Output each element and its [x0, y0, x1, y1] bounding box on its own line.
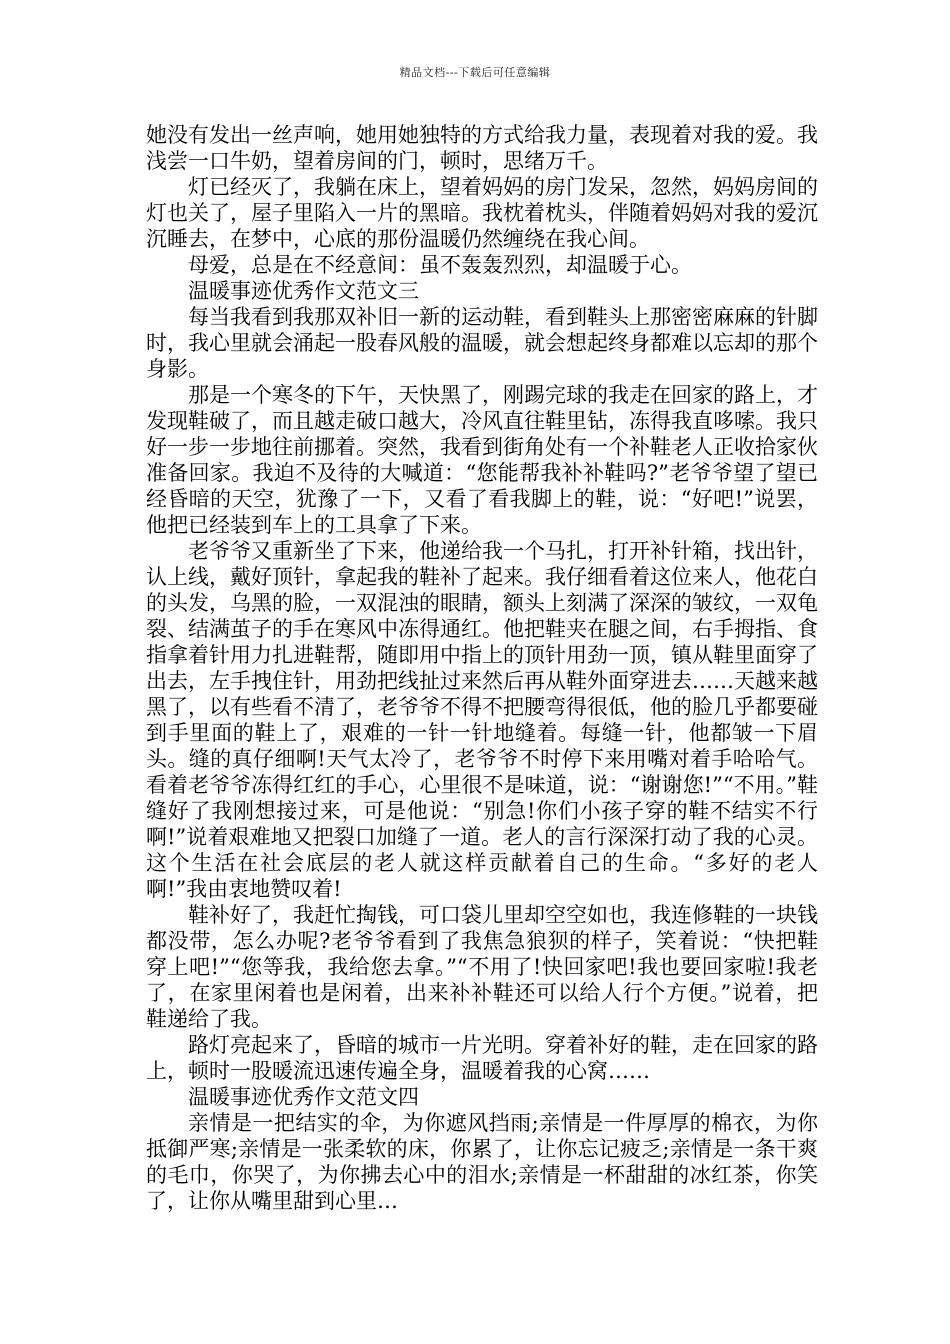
paragraph-6: 老爷爷又重新坐了下来，他递给我一个马扎，打开补针箱，找出针，认上线，戴好顶针，拿起我的鞋补了起来。我仔细看着这位来人，他花白的头发，乌黑的脸，一双混浊的眼睛，额头上刻满了深深的皱纹，一双龟裂、结满茧子的手在寒风中冻得通红。他把鞋夹在腿之间，右手拇指、食指拿着针用力扎进鞋帮，随即用中指上的顶针用劲一顶，镇从鞋里面穿了出去，左手拽住针，用劲把线扯过来然后再从鞋外面穿进去……天越来越黑了，以有些看不清了，老爷爷不得不把腰弯得很低，他的脸几乎都要碰到手里面的鞋上了，艰难的一针一针地缝着。每缝一针，他都皱一下眉头。缝的真仔细啊!天气太冷了，老爷爷不时停下来用嘴对着手哈哈气。看着老爷爷冻得红红的手心，心里很不是味道，说：“谢谢您!”“不用。”鞋缝好了我刚想接过来，可是他说：“别急!你们小孩子穿的鞋不结实不行啊!”说着艰难地又把裂口加缝了一道。老人的言行深深打动了我的心灵。这个生活在社会底层的老人就这样贡献着自己的生命。“多好的老人啊!”我由衷地赞叹着! — [146, 539, 818, 901]
paragraph-3: 母爱，总是在不经意间：虽不轰轰烈烈，却温暖于心。 — [188, 253, 692, 277]
paragraph-2: 灯已经灭了，我躺在床上，望着妈妈的房门发呆，忽然，妈妈房间的灯也关了，屋子里陷入一片的黑暗。我枕着枕头，伴随着妈妈对我的爱沉沉睡去，在梦中，心底的那份温暖仍然缠绕在我心间。 — [146, 175, 818, 251]
section-heading-3: 温暖事迹优秀作文范文三 — [188, 279, 419, 303]
page-header: 精品文档---下载后可任意编辑 — [399, 66, 551, 79]
paragraph-5: 那是一个寒冬的下午，天快黑了，刚踢完球的我走在回家的路上，才发现鞋破了，而且越走破口越大，冷风直往鞋里钻，冻得我直哆嗦。我只好一步一步地往前挪着。突然，我看到街角处有一个补鞋老人正收拾家伙准备回家。我迫不及待的大喊道：“您能帮我补补鞋吗?”老爷爷望了望已经昏暗的天空，犹豫了一下，又看了看我脚上的鞋，说：“好吧!”说罢，他把已经装到车上的工具拿了下来。 — [146, 383, 818, 537]
document-body — [146, 122, 818, 1214]
paragraph-9: 亲情是一把结实的伞，为你遮风挡雨;亲情是一件厚厚的棉衣，为你抵御严寒;亲情是一张柔软的床，你累了，让你忘记疲乏;亲情是一条干爽的毛巾，你哭了，为你拂去心中的泪水;亲情是一杯甜甜的冰红茶，你笑了，让你从嘴里甜到心里… — [146, 1111, 818, 1213]
paragraph-1: 她没有发出一丝声响，她用她独特的方式给我力量，表现着对我的爱。我浅尝一口牛奶，望着房间的门，顿时，思绪万千。 — [146, 123, 818, 173]
paragraph-8: 路灯亮起来了，昏暗的城市一片光明。穿着补好的鞋，走在回家的路上，顿时一股暖流迅速传遍全身，温暖着我的心窝…… — [146, 1033, 818, 1083]
section-heading-4: 温暖事迹优秀作文范文四 — [188, 1085, 419, 1109]
paragraph-7: 鞋补好了，我赶忙掏钱，可口袋儿里却空空如也，我连修鞋的一块钱都没带，怎么办呢?老爷爷看到了我焦急狼狈的样子，笑着说：“快把鞋穿上吧!”“您等我，我给您去拿。”“不用了!快回家吧!我也要回家啦!我老了，在家里闲着也是闲着，出来补补鞋还可以给人行个方便。”说着，把鞋递给了我。 — [146, 903, 818, 1031]
paragraph-4: 每当我看到我那双补旧一新的运动鞋，看到鞋头上那密密麻麻的针脚时，我心里就会涌起一股春风般的温暖，就会想起终身都难以忘却的那个身影。 — [146, 305, 818, 381]
